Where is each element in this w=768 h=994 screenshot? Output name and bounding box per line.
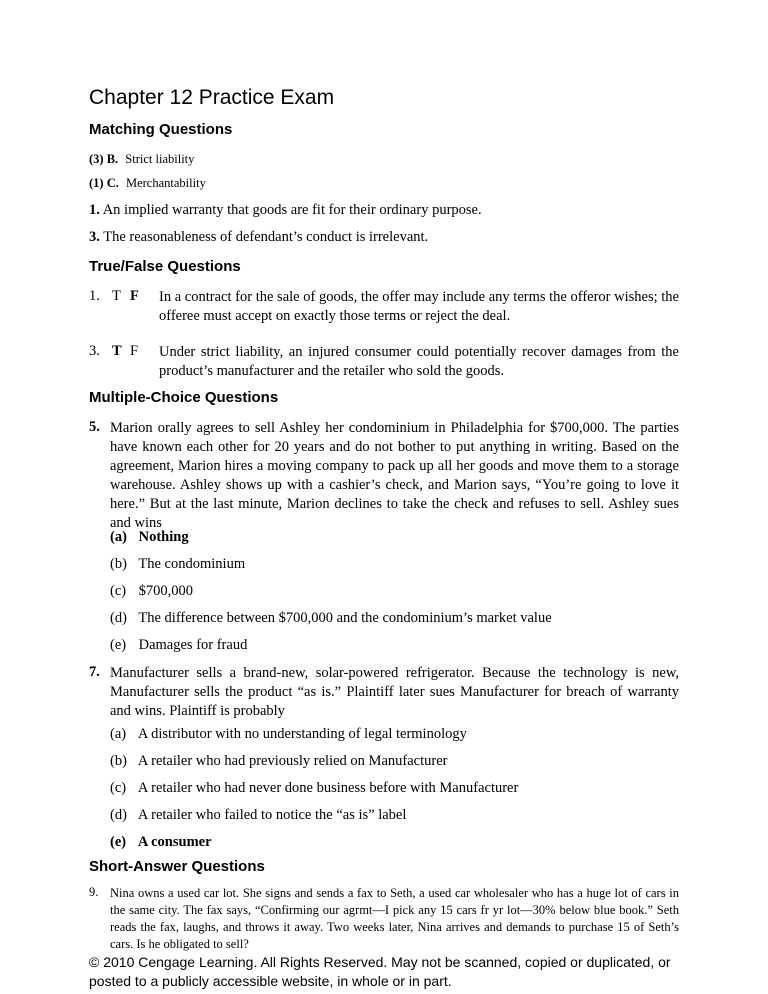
mc-option	[110, 807, 406, 824]
matching-item	[89, 229, 428, 246]
matching-answer-text: Merchantability	[125, 176, 206, 190]
matching-answer-text: Strict liability	[125, 152, 195, 166]
mc-option	[110, 726, 467, 743]
short-answer-heading: Short-Answer Questions	[89, 858, 265, 875]
mc-option-label: (b)	[110, 556, 127, 572]
tf-false-option: F	[130, 343, 139, 359]
mc-option-correct	[110, 529, 189, 546]
matching-item	[89, 202, 482, 219]
matching-item-number: 1.	[89, 202, 100, 218]
mc-question-text: Manufacturer sells a brand-new, solar-powered refrigerator. Because the technology is new, Manufacturer sells the product “as is.” Plaintiff later sues Manufacturer for breach of warranty and wins. Plaintiff is probably	[110, 665, 679, 719]
matching-answer-row	[89, 176, 206, 191]
mc-option-text: Nothing	[138, 529, 189, 545]
mc-question-number: 7.	[89, 664, 100, 680]
tf-question-text: Under strict liability, an injured consumer could potentially recover damages from the product’s manufacturer and the retailer who sold the goods.	[159, 344, 679, 379]
mc-option-label: (e)	[110, 637, 127, 653]
multiple-choice-heading: Multiple-Choice Questions	[89, 389, 279, 406]
matching-answer-letter: C.	[106, 176, 119, 190]
copyright-footer: © 2010 Cengage Learning. All Rights Reserved. May not be scanned, copied or duplicated, or posted to a publicly accessible website, in whole or in part.	[89, 954, 671, 989]
mc-option-text: A retailer who had never done business before with Manufacturer	[137, 780, 519, 796]
mc-option	[110, 556, 245, 573]
mc-option-text: The condominium	[138, 556, 246, 572]
mc-option-label: (a)	[110, 529, 127, 545]
mc-option	[110, 637, 247, 654]
mc-option-text: A retailer who had previously relied on Manufacturer	[137, 753, 448, 769]
mc-option-label: (d)	[110, 807, 127, 823]
mc-question-number: 5.	[89, 419, 100, 435]
tf-question-text: In a contract for the sale of goods, the offer may include any terms the offeror wishes; the offeree must accept on exactly those terms or reject the deal.	[159, 289, 679, 324]
tf-number: 1.	[89, 288, 100, 304]
mc-option-correct	[110, 834, 212, 851]
matching-answer-letter: B.	[106, 152, 119, 166]
mc-option-text: A consumer	[137, 834, 212, 850]
true-false-heading: True/False Questions	[89, 258, 241, 275]
tf-false-option-selected: F	[130, 288, 139, 304]
matching-heading: Matching Questions	[89, 121, 233, 138]
matching-item-text: An implied warranty that goods are fit for their ordinary purpose.	[102, 202, 482, 218]
mc-option-label: (c)	[110, 780, 127, 796]
mc-option-label: (b)	[110, 753, 127, 769]
matching-item-text: The reasonableness of defendant’s conduct is irrelevant.	[103, 229, 429, 245]
tf-true-option: T	[112, 288, 121, 304]
mc-option	[110, 583, 193, 600]
mc-option-label: (a)	[110, 726, 127, 742]
matching-answer-number: (3)	[89, 152, 104, 166]
mc-option-label: (d)	[110, 610, 127, 626]
tf-true-option-selected: T	[112, 343, 122, 359]
matching-answer-row	[89, 152, 194, 167]
sa-question-number: 9.	[89, 885, 99, 899]
mc-option-text: A retailer who failed to notice the “as is” label	[137, 807, 407, 823]
page-title: Chapter 12 Practice Exam	[89, 86, 335, 109]
mc-option-text: The difference between $700,000 and the condominium’s market value	[138, 610, 552, 626]
mc-option-text: A distributor with no understanding of legal terminology	[137, 726, 467, 742]
mc-option	[110, 780, 518, 797]
tf-number: 3.	[89, 343, 100, 359]
matching-item-number: 3.	[89, 229, 100, 245]
mc-option-text: $700,000	[138, 583, 193, 599]
mc-option	[110, 610, 552, 627]
mc-option-label: (c)	[110, 583, 127, 599]
mc-option-text: Damages for fraud	[138, 637, 248, 653]
matching-answer-number: (1)	[89, 176, 104, 190]
sa-question-text: Nina owns a used car lot. She signs and sends a fax to Seth, a used car wholesaler who has a huge lot of cars in the same city. The fax says, “Confirming our agrmt—I pick any 15 cars fr yr lot—30% below blue book.” Seth reads the fax, laughs, and throws it away. Two weeks later, Nina arrives and demands to purchase 15 of Seth’s cars. Is he obligated to sell?	[110, 886, 679, 951]
mc-question-text: Marion orally agrees to sell Ashley her condominium in Philadelphia for $700,000. The parties have known each other for 20 years and do not bother to put anything in writing. Based on the agreement, Marion hires a moving company to pack up all her goods and move them to a storage warehouse. Ashley shows up with a cashier’s check, and Marion says, “You’re going to love it here.” But at the last minute, Marion declines to take the check and refuses to sell. Ashley sues and wins	[110, 420, 679, 531]
mc-option-label: (e)	[110, 834, 127, 850]
mc-option	[110, 753, 447, 770]
